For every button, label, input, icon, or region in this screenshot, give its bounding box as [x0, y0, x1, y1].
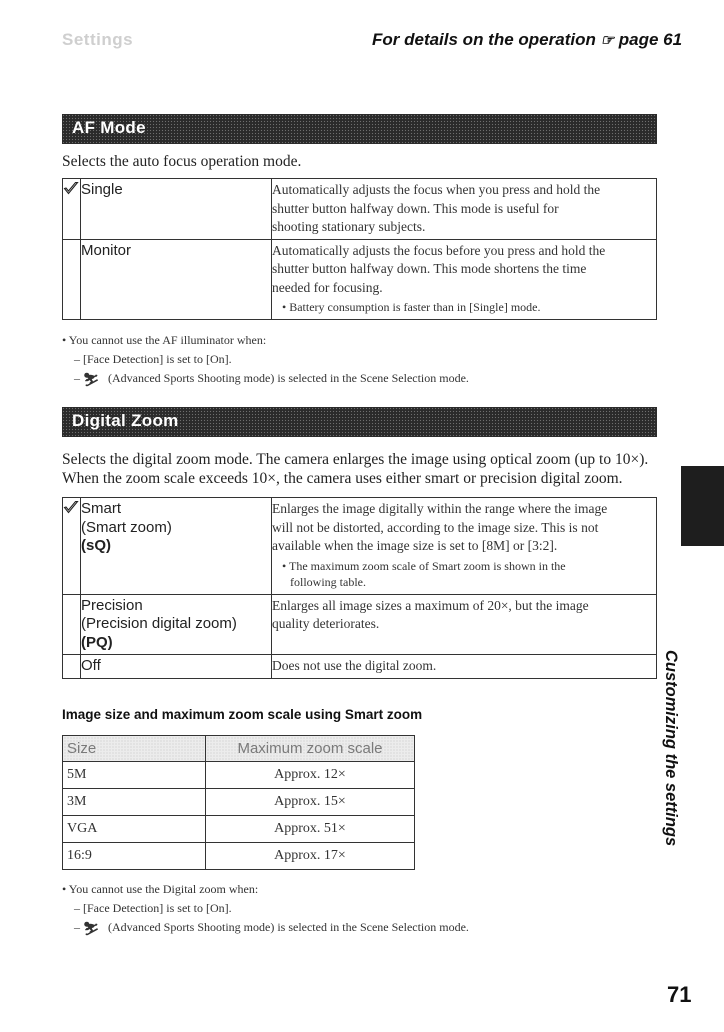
note-intro: • You cannot use the AF illuminator when:: [62, 333, 267, 347]
af-mode-title-bar: [62, 114, 657, 144]
option-desc-line: Enlarges the image digitally within the range where the image: [272, 501, 608, 516]
option-name: Smart: [81, 500, 122, 517]
option-note: • Battery consumption is faster than in [Single] mode.: [282, 300, 541, 314]
zoom-cell: Approx. 17×: [206, 843, 415, 870]
option-note: • The maximum zoom scale of Smart zoom is shown in the following table.: [282, 558, 566, 589]
note-item: – ⛷ (Advanced Sports Shooting mode) is selected in the Scene Selection mode.: [74, 920, 469, 937]
option-desc-line: available when the image size is set to [8M] or [3:2].: [272, 538, 558, 553]
option-subname: (Precision digital zoom): [81, 615, 237, 632]
size-cell: 16:9: [63, 843, 206, 870]
note-intro: • You cannot use the Digital zoom when:: [62, 882, 259, 896]
zoom-scale-table: [62, 735, 415, 870]
option-desc-line: will not be distorted, according to the image size. This is not: [272, 519, 599, 535]
option-desc-line: Enlarges all image sizes a maximum of 20×, but the image: [272, 597, 589, 613]
option-subname: (Smart zoom): [81, 518, 172, 536]
zoom-cell: Approx. 51×: [206, 816, 415, 843]
digital-zoom-table: [62, 497, 657, 679]
table-row: [63, 843, 415, 870]
page-number: 71: [667, 982, 692, 1007]
af-mode-table: [62, 178, 657, 320]
table-row: [63, 179, 657, 240]
table-row: [63, 498, 657, 595]
option-desc-line: shutter button halfway down. This mode is useful for: [272, 200, 559, 216]
header-section: Settings: [62, 30, 134, 49]
option-name: Precision: [81, 596, 143, 614]
zoom-cell: Approx. 15×: [206, 789, 415, 816]
size-cell: 5M: [63, 762, 206, 789]
table-row: [63, 594, 657, 655]
smart-zoom-icon: (sQ): [81, 537, 111, 554]
option-desc-line: Does not use the digital zoom.: [272, 655, 657, 679]
note-item: – [Face Detection] is set to [On].: [74, 352, 232, 366]
size-cell: 3M: [63, 789, 206, 816]
note-item: – [Face Detection] is set to [On].: [74, 901, 232, 915]
side-tab-label: Customizing the settings: [662, 650, 680, 847]
option-desc-line: Automatically adjusts the focus when you press and hold the: [272, 182, 601, 197]
option-desc-line: Automatically adjusts the focus before you press and hold the: [272, 242, 606, 258]
option-desc-line: needed for focusing.: [272, 279, 383, 295]
note-item: – ⛷ (Advanced Sports Shooting mode) is selected in the Scene Selection mode.: [74, 371, 469, 388]
table-header-row: [63, 736, 415, 762]
check-icon: [63, 181, 79, 196]
table-row: [63, 655, 657, 679]
digital-zoom-title-bar: [62, 407, 657, 437]
option-name: Monitor: [81, 239, 272, 320]
column-header: Size: [63, 736, 206, 762]
sports-mode-icon: ⛷: [83, 922, 100, 937]
size-cell: VGA: [63, 816, 206, 843]
af-mode-title: AF Mode: [72, 118, 146, 137]
option-desc-line: shutter button halfway down. This mode shortens the time: [272, 261, 587, 276]
sports-mode-icon: ⛷: [83, 373, 100, 388]
check-icon: [63, 500, 79, 515]
option-name: Off: [81, 655, 272, 679]
zoom-table-heading: Image size and maximum zoom scale using Smart zoom: [62, 707, 423, 722]
table-row: [63, 239, 657, 320]
table-row: [63, 816, 415, 843]
digital-zoom-notes: [62, 880, 657, 937]
option-name: Single: [81, 179, 272, 240]
zoom-cell: Approx. 12×: [206, 762, 415, 789]
digital-zoom-title: Digital Zoom: [72, 411, 179, 430]
option-desc-line: quality deteriorates.: [272, 616, 380, 631]
af-mode-notes: [62, 331, 657, 388]
table-row: [63, 762, 415, 789]
side-tab-marker: [681, 466, 724, 546]
option-desc-line: shooting stationary subjects.: [272, 219, 426, 234]
af-mode-intro: Selects the auto focus operation mode.: [62, 153, 302, 170]
header-reference: For details on the operation ☞ page 61: [372, 30, 683, 49]
digital-zoom-intro: Selects the digital zoom mode. The camera enlarges the image using optical zoom (up to 10×). When the zoom scale exceeds 10×, the camera uses either smart or precision digital zoom.: [62, 451, 649, 487]
pointing-hand-icon: ☞: [600, 32, 615, 49]
table-row: [63, 789, 415, 816]
precision-zoom-icon: (PQ): [81, 633, 113, 651]
column-header: Maximum zoom scale: [206, 736, 415, 762]
